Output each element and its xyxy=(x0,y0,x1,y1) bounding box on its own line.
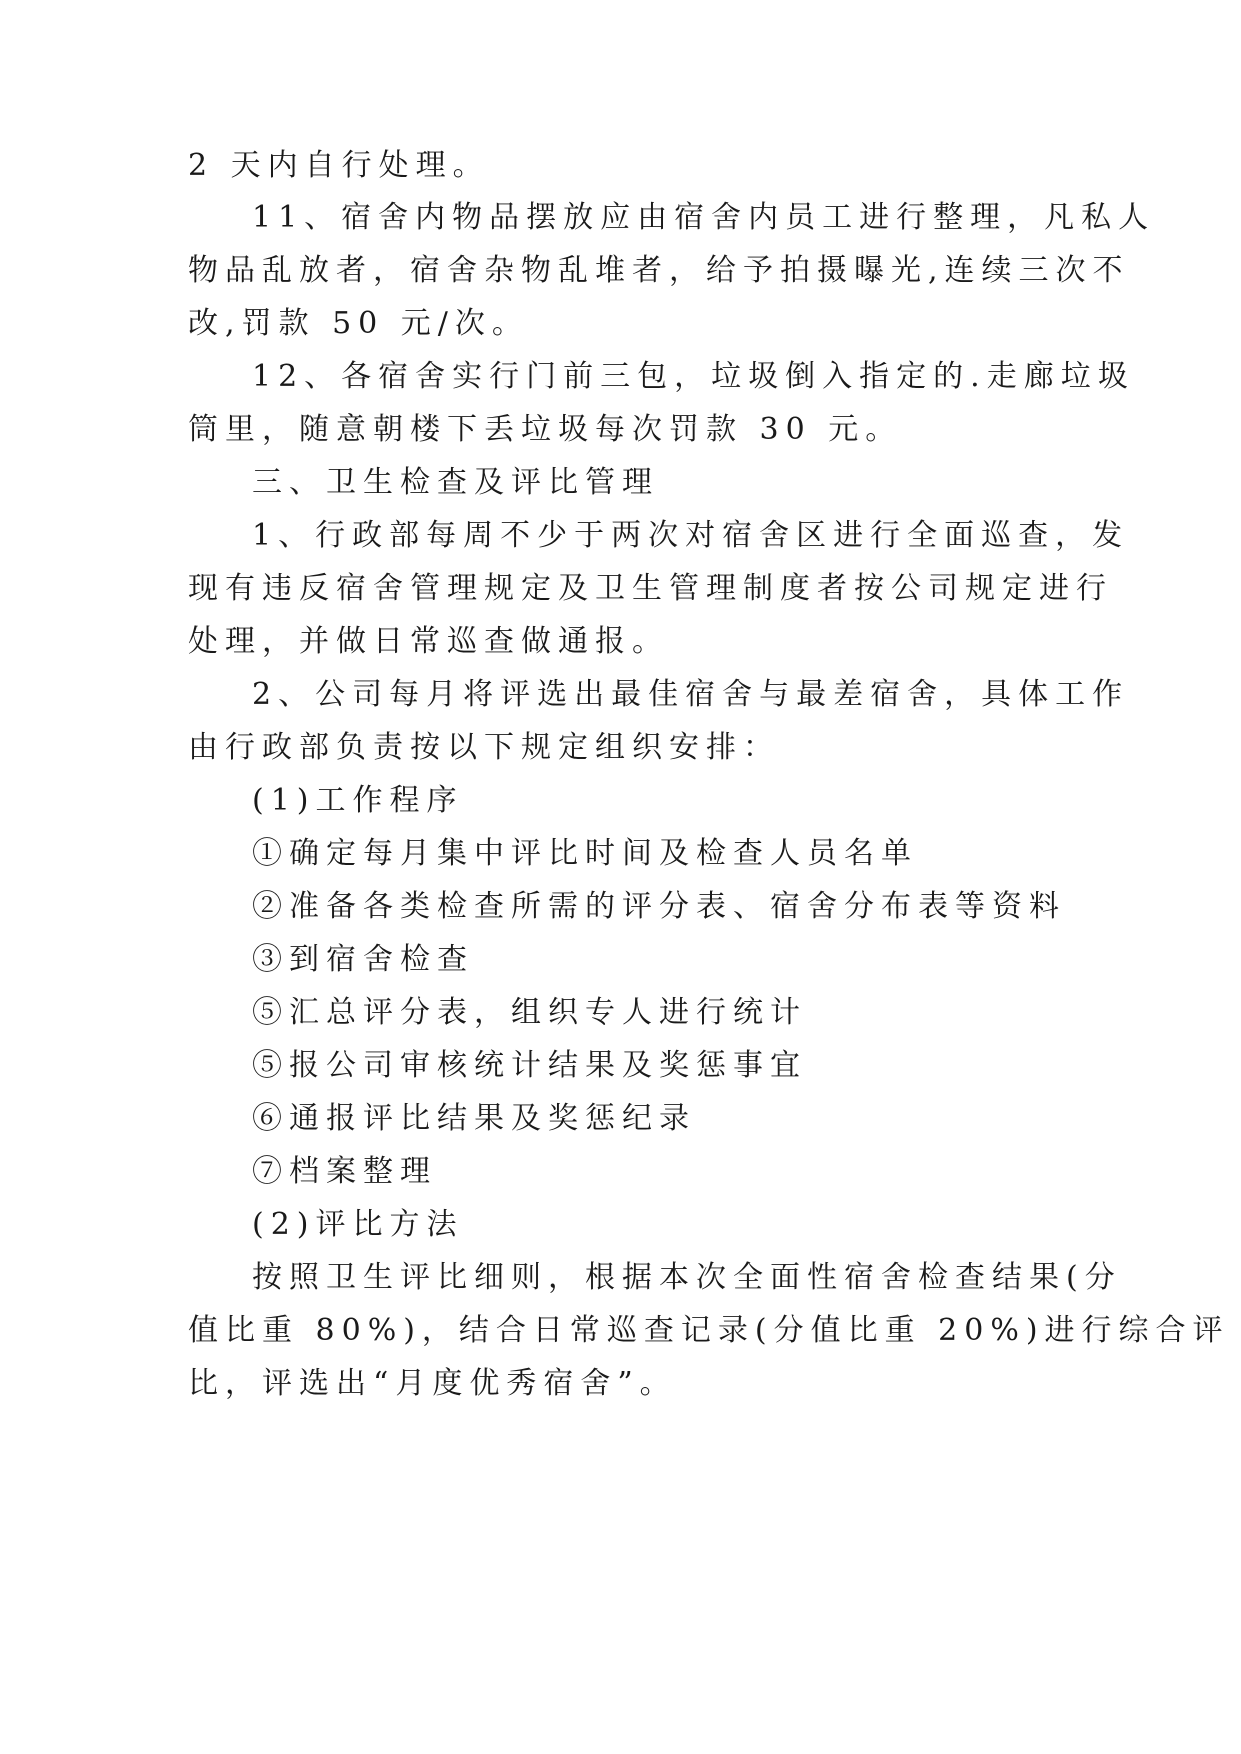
list-item: ①确定每月集中评比时间及检查人员名单 xyxy=(252,836,918,871)
subsection-heading: (2)评比方法 xyxy=(252,1207,464,1242)
list-item: ⑦档案整理 xyxy=(252,1154,437,1189)
text-line: 2、公司每月将评选出最佳宿舍与最差宿舍，具体工作 xyxy=(252,677,1130,712)
list-item: ⑤报公司审核统计结果及奖惩事宜 xyxy=(252,1048,807,1083)
text-line: 筒里，随意朝楼下丢垃圾每次罚款 30 元。 xyxy=(188,412,903,447)
text-line: 1、行政部每周不少于两次对宿舍区进行全面巡查，发 xyxy=(252,518,1130,553)
list-item: ⑥通报评比结果及奖惩纪录 xyxy=(252,1101,696,1136)
text-line: 2 天内自行处理。 xyxy=(188,148,490,183)
subsection-heading: (1)工作程序 xyxy=(252,783,464,818)
text-line: 11、宿舍内物品摆放应由宿舍内员工进行整理，凡私人 xyxy=(252,200,1156,235)
list-item: ③到宿舍检查 xyxy=(252,942,474,977)
text-line: 值比重 80%)，结合日常巡查记录(分值比重 20%)进行综合评 xyxy=(188,1313,1230,1348)
list-item: ②准备各类检查所需的评分表、宿舍分布表等资料 xyxy=(252,889,1066,924)
section-heading: 三、卫生检查及评比管理 xyxy=(252,465,659,500)
list-item: ⑤汇总评分表，组织专人进行统计 xyxy=(252,995,807,1030)
text-line: 比，评选出“月度优秀宿舍”。 xyxy=(188,1366,677,1401)
text-line: 处理，并做日常巡查做通报。 xyxy=(188,624,669,659)
text-line: 现有违反宿舍管理规定及卫生管理制度者按公司规定进行 xyxy=(188,571,1113,606)
text-line: 按照卫生评比细则，根据本次全面性宿舍检查结果(分 xyxy=(252,1260,1122,1295)
text-line: 12、各宿舍实行门前三包，垃圾倒入指定的.走廊垃圾 xyxy=(252,359,1135,394)
text-line: 物品乱放者，宿舍杂物乱堆者，给予拍摄曝光,连续三次不 xyxy=(188,253,1130,288)
text-line: 改,罚款 50 元/次。 xyxy=(188,306,529,341)
text-line: 由行政部负责按以下规定组织安排： xyxy=(188,730,780,765)
